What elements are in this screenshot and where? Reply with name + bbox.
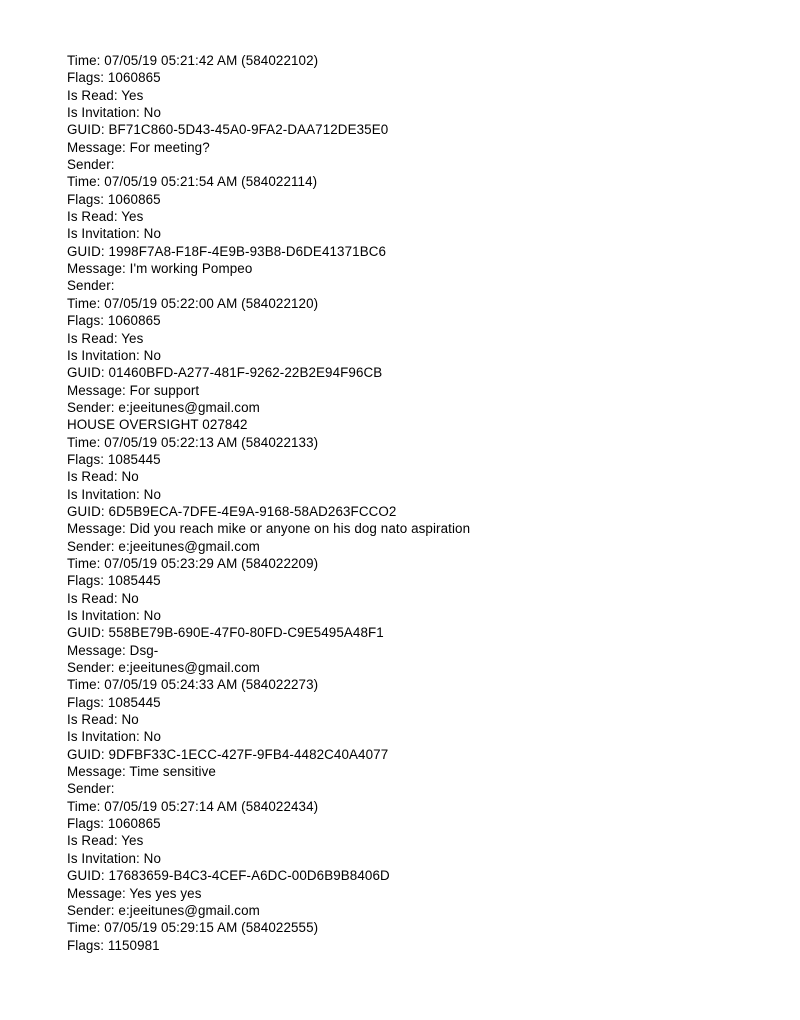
log-line-is-read: Is Read: Yes — [67, 209, 144, 225]
log-line-time: Time: 07/05/19 05:23:29 AM (584022209) — [67, 555, 319, 571]
log-line-is-invitation: Is Invitation: No — [67, 608, 161, 623]
log-line-sender: Sender: e:jeeitunes@gmail.com — [67, 538, 260, 554]
log-line-message: Message: Did you reach mike or anyone on his dog nato aspiration — [67, 521, 471, 537]
log-line-is-read: Is Read: Yes — [67, 330, 144, 346]
log-line-sender: Sender: — [67, 157, 115, 173]
log-line-sender: Sender: — [67, 278, 115, 294]
log-line-flags: Flags: 1060865 — [67, 70, 161, 86]
log-line-sender: Sender: — [67, 781, 115, 797]
log-line-guid: GUID: 01460BFD-A277-481F-9262-22B2E94F96CB — [67, 365, 383, 381]
log-line-time: Time: 07/05/19 05:21:42 AM (584022102) — [67, 53, 319, 68]
log-line-flags: Flags: 1060865 — [67, 313, 161, 329]
log-line-time: Time: 07/05/19 05:27:14 AM (584022434) — [67, 798, 319, 814]
log-line-flags: Flags: 1085445 — [67, 694, 161, 710]
log-line-time: Time: 07/05/19 05:22:00 AM (584022120) — [67, 295, 319, 311]
log-line-time: Time: 07/05/19 05:24:33 AM (584022273) — [67, 677, 319, 693]
log-line-flags: Flags: 1060865 — [67, 816, 161, 832]
log-line-is-read: Is Read: No — [67, 712, 139, 728]
log-line-guid: GUID: 6D5B9ECA-7DFE-4E9A-9168-58AD263FCCO2 — [67, 503, 397, 519]
log-line-sender: Sender: e:jeeitunes@gmail.com — [67, 399, 260, 415]
log-line-is-read: Is Read: No — [67, 469, 139, 485]
log-line-guid: GUID: BF71C860-5D43-45A0-9FA2-DAA712DE35E0 — [67, 122, 389, 138]
log-line-message: Message: For support — [67, 382, 200, 398]
log-line-is-invitation: Is Invitation: No — [67, 486, 161, 502]
log-line-guid: GUID: 17683659-B4C3-4CEF-A6DC-00D6B9B8406D — [67, 868, 390, 884]
log-line-flags: Flags: 1085445 — [67, 451, 161, 467]
log-line-is-invitation: Is Invitation: No — [67, 347, 161, 363]
bates-stamp-line: HOUSE OVERSIGHT 027842 — [67, 417, 248, 433]
log-line-time: Time: 07/05/19 05:21:54 AM (584022114) — [67, 174, 318, 190]
log-line-sender: Sender: e:jeeitunes@gmail.com — [67, 660, 260, 676]
log-line-is-read: Is Read: Yes — [67, 87, 144, 103]
log-line-time: Time: 07/05/19 05:22:13 AM (584022133) — [67, 434, 319, 450]
log-line-is-invitation: Is Invitation: No — [67, 850, 161, 866]
log-line-message: Message: Time sensitive — [67, 764, 216, 780]
log-line-guid: GUID: 9DFBF33C-1ECC-427F-9FB4-4482C40A4077 — [67, 746, 389, 762]
log-line-flags: Flags: 1150981 — [67, 937, 160, 953]
log-line-is-invitation: Is Invitation: No — [67, 105, 161, 121]
log-line-guid: GUID: 558BE79B-690E-47F0-80FD-C9E5495A48F1 — [67, 625, 384, 641]
log-line-sender: Sender: e:jeeitunes@gmail.com — [67, 902, 260, 918]
log-line-is-invitation: Is Invitation: No — [67, 226, 161, 242]
log-line-is-read: Is Read: Yes — [67, 833, 144, 849]
log-line-guid: GUID: 1998F7A8-F18F-4E9B-93B8-D6DE41371BC6 — [67, 243, 387, 259]
log-line-message: Message: Dsg- — [67, 642, 159, 658]
log-line-message: Message: I'm working Pompeo — [67, 261, 253, 277]
log-line-message: Message: For meeting? — [67, 139, 210, 155]
log-line-flags: Flags: 1085445 — [67, 573, 161, 589]
log-line-is-read: Is Read: No — [67, 590, 139, 606]
log-text — [67, 52, 470, 954]
log-line-flags: Flags: 1060865 — [67, 191, 161, 207]
log-line-time: Time: 07/05/19 05:29:15 AM (584022555) — [67, 920, 319, 936]
log-line-is-invitation: Is Invitation: No — [67, 729, 161, 745]
log-line-message: Message: Yes yes yes — [67, 885, 202, 901]
